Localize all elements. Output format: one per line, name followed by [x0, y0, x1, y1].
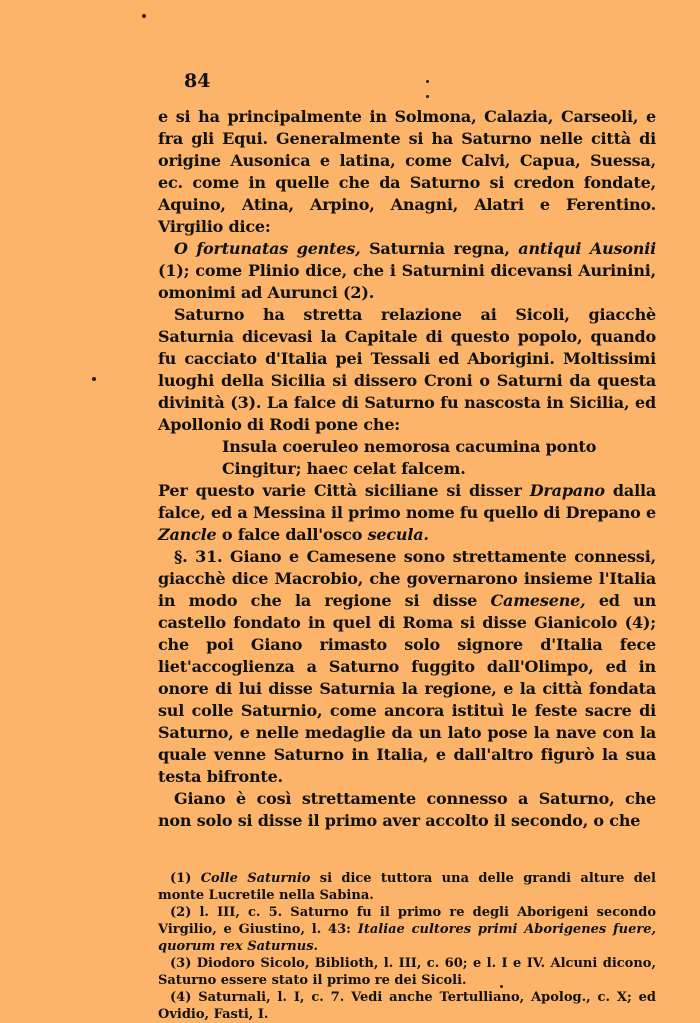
book-page: [158, 70, 656, 1023]
paragraph: e si ha principalmente in Solmona, Calazia, Carseoli, e fra gli Equi. Generalmente si ha Saturno nelle città di origine Ausonica e latina, come Calvi, Capua, Suessa, ec. come in quelle che da Saturno si credon fondate, Aquino, Atina, Arpino, Anagni, Alatri e Ferentino. Virgilio dice:: [158, 107, 656, 236]
verse-line: Insula coeruleo nemorosa cacumina ponto: [222, 437, 597, 456]
footnotes: [158, 870, 656, 1023]
paper-speck: [142, 14, 146, 18]
paper-speck: [92, 377, 96, 381]
footnote: (1) Colle Saturnio si dice tuttora una delle grandi alture del monte Lucretile nella Sabina.: [158, 871, 656, 903]
verse-line: Cingitur; haec celat falcem.: [222, 459, 466, 478]
paragraph: Giano è così strettamente connesso a Saturno, che non solo si disse il primo aver accolto il secondo, o che: [158, 789, 656, 830]
footnote: (4) Saturnali, l. I, c. 7. Vedi anche Tertulliano, Apolog., c. X; ed Ovidio, Fasti, I.: [158, 990, 656, 1022]
paragraph: Per questo varie Città siciliane si disser Drapano dalla falce, ed a Messina il primo nome fu quello di Drepano e Zancle o falce dall'osco secula.: [158, 481, 656, 544]
page-number: 84: [184, 70, 211, 92]
footnote: (2) l. III, c. 5. Saturno fu il primo re degli Aborigeni secondo Virgilio, e Giustino, l. 43: Italiae cultores primi Aborigenes fuere, quorum rex Saturnus.: [158, 905, 656, 954]
paragraph: O fortunatas gentes, Saturnia regna, antiqui Ausonii (1); come Plinio dice, che i Saturnini dicevansi Aurinini, omonimi ad Aurunci (2).: [158, 239, 656, 302]
paragraph: Saturno ha stretta relazione ai Sicoli, giacchè Saturnia dicevasi la Capitale di questo popolo, quando fu cacciato d'Italia pei Tessali ed Aborigini. Moltissimi luoghi della Sicilia si dissero Croni o Saturni da questa divinità (3). La falce di Saturno fu nascosta in Sicilia, ed Apollonio di Rodi pone che:: [158, 305, 656, 434]
footnote: (3) Diodoro Sicolo, Biblioth, l. III, c. 60; e l. I e IV. Alcuni dicono, Saturno essere stato il primo re dei Sicoli.: [158, 956, 656, 988]
paragraph: §. 31. Giano e Camesene sono strettamente connessi, giacchè dice Macrobio, che governarono insieme l'Italia in modo che la regione si disse Camesene, ed un castello fondato in quel di Roma si disse Gianicolo (4); che poi Giano rimasto solo signore d'Italia fece liet'accoglienza a Saturno fuggito dall'Olimpo, ed in onore di lui disse Saturnia la regione, e la città fondata sul colle Saturnio, come ancora istituì le feste sacre di Saturno, e nelle medaglie da un lato pose la nave con la quale venne Saturno in Italia, e dall'altro figurò la sua testa bifronte.: [158, 547, 657, 786]
body-text: [158, 106, 656, 832]
